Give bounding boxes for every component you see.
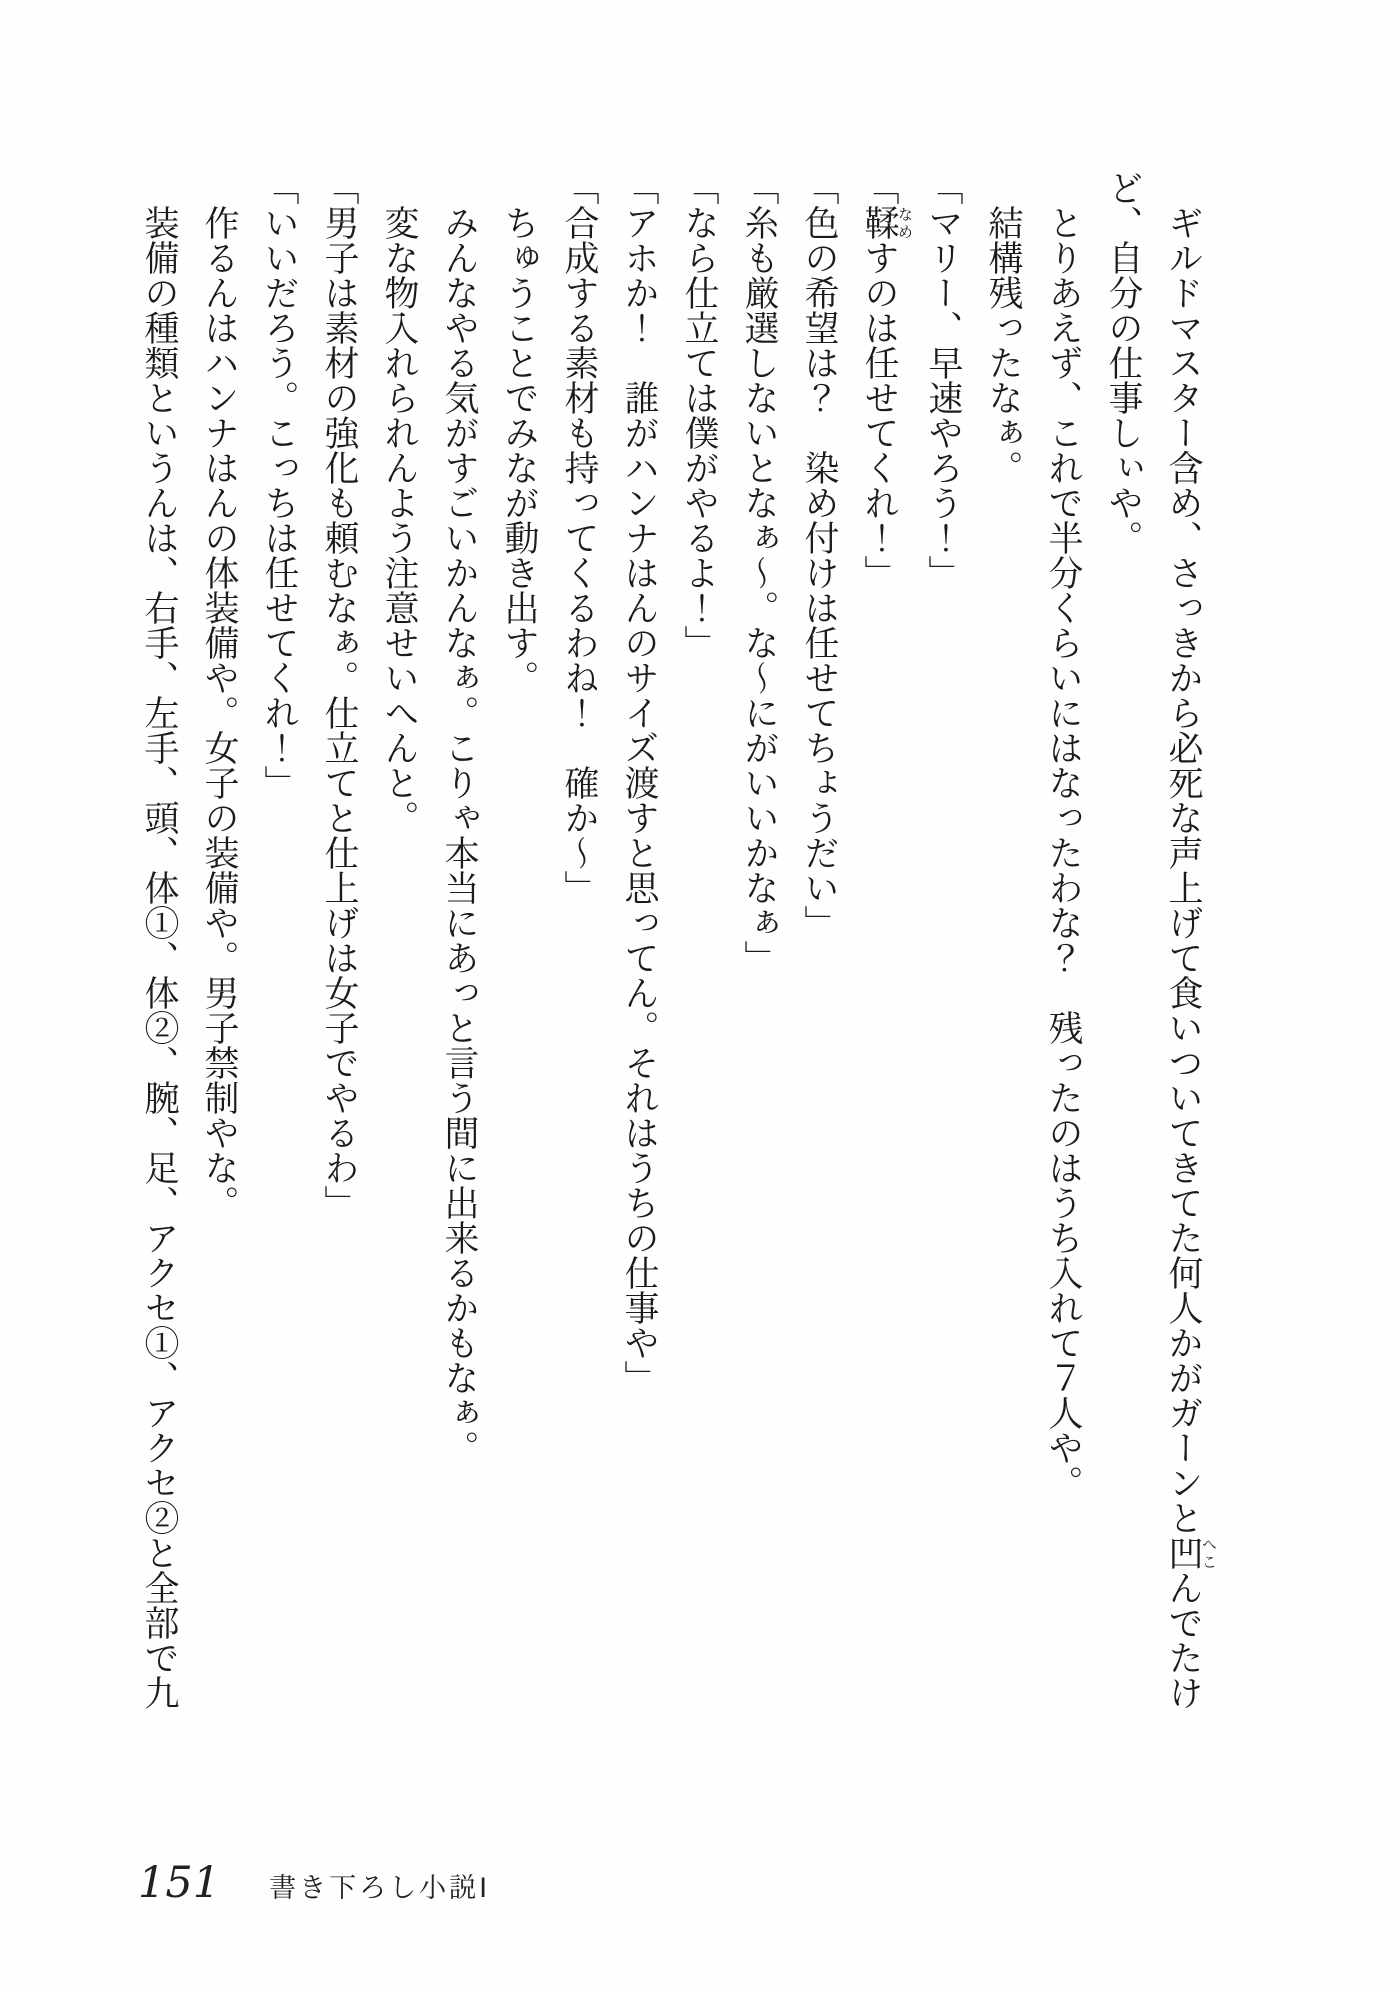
text-line: 「男子は素材の強化も頼むなぁ。仕立てと仕上げは女子でやるわ」 (319, 170, 359, 1220)
text-line: 「鞣なめすのは任せてくれ！」 (859, 170, 914, 590)
text-line: 結構残ったなぁ。 (983, 170, 1023, 485)
furigana-ruby: 凹へこ (1163, 1535, 1218, 1570)
section-title: 書き下ろし小説Ⅰ (269, 1873, 491, 1904)
text-line: とりあえず、これで半分くらいにはなったわな？ 残ったのはうち入れて７人や。 (1043, 170, 1083, 1500)
text-line: 作るんはハンナはんの体装備や。女子の装備や。男子禁制やな。 (199, 170, 239, 1220)
page-number: 151 (138, 1858, 221, 1908)
text-line: ギルドマスター含め、さっきから必死な声上げて食いついてきてた何人かがガーンと凹へこんでたけ (1163, 170, 1218, 1710)
text-line: 「いいだろう。こっちは任せてくれ！」 (259, 170, 299, 800)
text-line: 変な物入れられんよう注意せいへんと。 (379, 170, 419, 835)
text-line: ちゅうことでみなが動き出す。 (499, 170, 539, 695)
text-line: 「色の希望は？ 染め付けは任せてちょうだい」 (799, 170, 839, 940)
text-line: 「マリー、早速やろう！」 (923, 170, 963, 590)
text-line: 「合成する素材も持ってくるわね！ 確か〜」 (559, 170, 599, 905)
text-line: 「糸も厳選しないとなぁ〜。な〜にがいいかなぁ」 (739, 170, 779, 975)
text-line: みんなやる気がすごいかんなぁ。こりゃ本当にあっと言う間に出来るかもなぁ。 (439, 170, 479, 1465)
text-line: ど、自分の仕事しぃや。 (1103, 170, 1143, 555)
page-footer (138, 1858, 490, 1908)
novel-text (137, 170, 1217, 1740)
furigana-ruby: 鞣なめ (859, 205, 914, 240)
text-line: 「アホか！ 誰がハンナはんのサイズ渡すと思ってん。それはうちの仕事や」 (619, 170, 659, 1395)
text-line: 「なら仕立ては僕がやるよ！」 (679, 170, 719, 660)
text-line: 装備の種類というんは、右手、左手、頭、体①、体②、腕、足、アクセ①、アクセ②と全部で九 (139, 170, 179, 1710)
